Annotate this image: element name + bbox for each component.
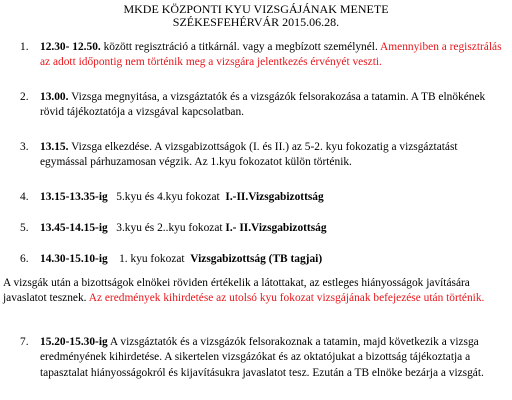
document-title: MKDE KÖZPONTI KYU VIZSGÁJÁNAK MENETE (123, 2, 389, 16)
item-number: 6. (20, 253, 29, 265)
item-time: 13.45-14.15-ig (40, 222, 108, 234)
item-number: 4. (20, 191, 29, 203)
item-time: 13.15. (40, 141, 69, 153)
item-time: 14.30-15.10-ig (40, 253, 108, 265)
item-number: 7. (20, 336, 29, 348)
item-text: Vizsga megnyitása, a vizsgáztatók és a vizsgázók felsorakozása a tatamin. A TB elnökének rövid tájékoztatója a vizsgával kapcsolatban. (40, 91, 486, 119)
item-text: 1. kyu fokozat (107, 253, 191, 265)
item-body (40, 40, 506, 71)
item-text: A vizsgáztatók és a vizsgázók felsorakoznak a tatamin, majd következik a vizsga eredményének kihirdetése. A sikertelen vizsgázókat és az oktatójukat a bizottság tájékoztatja a tapasztalat hiányosságokról és kijavításukra javaslatot tesz. Ezután a TB elnöke bezárja a vizsgát. (40, 336, 484, 379)
item-body (40, 140, 506, 171)
summary-warning: Az eredmények kihirdetése az utolsó kyu fokozat vizsgájának befejezése után történik. (88, 292, 485, 305)
item-time: 15.20-15.30-ig (40, 336, 108, 348)
summary-text: A vizsgák után a bizottságok elnökei röviden értékelik a látottakat, az estleges hiányosságok javítására javaslatot tesznek. (3, 277, 470, 305)
item-time: 13.00. (40, 91, 69, 103)
item-text: 3.kyu és 2..kyu fokozat (107, 222, 226, 234)
item-body (40, 335, 506, 381)
item-warning: Amennyiben a regisztrálás az adott időpontig nem történik meg a vizsgára jelentkezés érvényét veszti. (40, 41, 502, 69)
document-subtitle: SZÉKESFEHÉRVÁR 2015.06.28. (172, 15, 340, 29)
item-number: 5. (20, 222, 29, 234)
item-committee: I.- II.Vizsgabizottság (225, 222, 327, 234)
item-number: 1. (20, 41, 29, 53)
summary-paragraph (3, 276, 508, 307)
item-time: 12.30- 12.50. (40, 41, 101, 53)
item-committee: Vizsgabizottság (TB tagjai) (190, 253, 323, 265)
item-number: 3. (20, 141, 29, 153)
item-text: Vizsga elkezdése. A vizsgabizottságok (I. és II.) az 5-2. kyu fokozatig a vizsgáztatást egymással párhuzamosan végzik. Az 1.kyu fokozatot külön történik. (40, 141, 458, 169)
item-body (40, 221, 506, 236)
item-body (40, 252, 506, 267)
item-body (40, 90, 506, 121)
item-body (40, 190, 506, 205)
item-number: 2. (20, 91, 29, 103)
item-text: 5.kyu és 4.kyu fokozat (107, 191, 226, 203)
item-text: között regisztráció a titkárnál. vagy a megbízott személynél. (100, 41, 381, 53)
item-time: 13.15-13.35-ig (40, 191, 108, 203)
item-committee: I.-II.Vizsgabizottság (225, 191, 324, 203)
